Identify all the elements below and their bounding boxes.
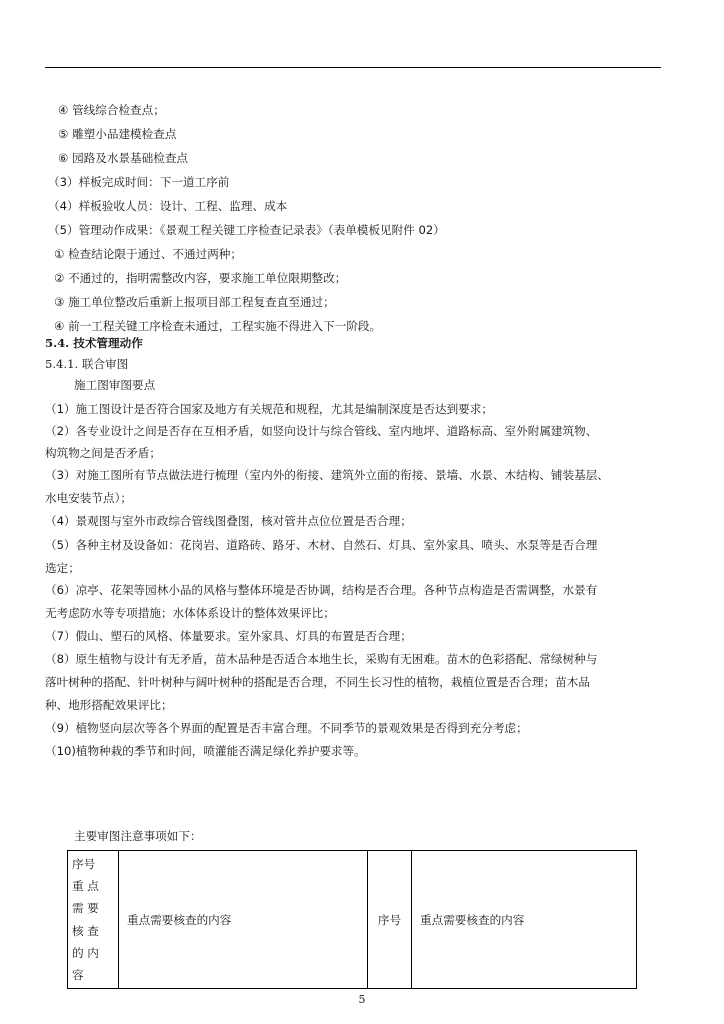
paragraph-line: （6）凉亭、花架等园林小品的风格与整体环境是否协调，结构是否合理。各种节点构造是否需调整，水景有 bbox=[45, 583, 598, 597]
list-item: ④ 管线综合检查点； bbox=[58, 103, 165, 117]
list-item: ① 检查结论限于通过、不通过两种； bbox=[54, 247, 242, 261]
paragraph-line: （5）各种主材及设备如：花岗岩、道路砖、路牙、木材、自然石、灯具、室外家具、喷头、水泵等是否合理 bbox=[45, 538, 598, 552]
paragraph-title: 施工图审图要点 bbox=[74, 378, 156, 392]
list-item: ② 不通过的，指明需整改内容，要求施工单位限期整改； bbox=[54, 271, 347, 285]
table-caption: 主要审图注意事项如下： bbox=[74, 829, 202, 843]
list-item: ③ 施工单位整改后重新上报项目部工程复查直至通过； bbox=[54, 295, 335, 309]
table-header-cell: 重点需要核查的内容 bbox=[412, 851, 637, 989]
list-item: ⑤ 雕塑小品建模检查点 bbox=[58, 127, 177, 141]
paragraph-line: 无考虑防水等专项措施；水体体系设计的整体效果评比； bbox=[45, 606, 335, 620]
list-item: （5）管理动作成果：《景观工程关键工序检查记录表》（表单模板见附件 02） bbox=[48, 223, 445, 237]
paragraph-line: （2）各专业设计之间是否存在互相矛盾，如竖向设计与综合管线、室内地坪、道路标高、室外附属建筑物、 bbox=[45, 424, 598, 438]
section-heading: 5.4. 技术管理动作 bbox=[45, 336, 143, 350]
paragraph-line: （3）对施工图所有节点做法进行梳理（室内外的衔接、建筑外立面的衔接、景墙、水景、木结构、铺装基层、 bbox=[45, 468, 609, 482]
paragraph-line: 落叶树种的搭配、针叶树种与阔叶树种的搭配是否合理，不同生长习性的植物，栽植位置是否合理；苗木品 bbox=[45, 675, 590, 689]
paragraph-line: 种、地形搭配效果评比； bbox=[45, 698, 173, 712]
paragraph-line: 构筑物之间是否矛盾； bbox=[45, 446, 161, 460]
list-item: （4）样板验收人员：设计、工程、监理、成本 bbox=[48, 199, 288, 213]
paragraph-line: （4）景观图与室外市政综合管线图叠图，核对管井点位位置是否合理； bbox=[45, 514, 412, 528]
paragraph-line: 选定； bbox=[45, 561, 80, 575]
paragraph-line: （9）植物竖向层次等各个界面的配置是否丰富合理。不同季节的景观效果是否得到充分考虑； bbox=[45, 721, 528, 735]
review-table bbox=[67, 850, 637, 989]
table-header-cell: 序号 重 点 需 要 核 查 的 内 容 bbox=[68, 851, 119, 989]
header-rule bbox=[45, 67, 661, 68]
table-header-cell: 重点需要核查的内容 bbox=[119, 851, 368, 989]
paragraph-line: （10)植物种栽的季节和时间，喷灌能否满足绿化养护要求等。 bbox=[45, 744, 366, 758]
table-header-cell: 序号 bbox=[368, 851, 412, 989]
list-item: ⑥ 园路及水景基础检查点 bbox=[58, 151, 189, 165]
paragraph-line: 水电安装节点）； bbox=[45, 491, 132, 505]
paragraph-line: （8）原生植物与设计有无矛盾，苗木品种是否适合本地生长，采购有无困难。苗木的色彩搭配、常绿树种与 bbox=[45, 652, 598, 666]
paragraph-line: （7）假山、塑石的风格、体量要求。室外家具、灯具的布置是否合理； bbox=[45, 629, 412, 643]
table-row bbox=[68, 851, 637, 989]
paragraph-line: （1）施工图设计是否符合国家及地方有关规范和规程，尤其是编制深度是否达到要求； bbox=[45, 402, 493, 416]
page-number: 5 bbox=[358, 993, 366, 1006]
subsection-heading: 5.4.1. 联合审图 bbox=[45, 357, 129, 371]
list-item: （3）样板完成时间：下一道工序前 bbox=[48, 175, 230, 189]
list-item: ④ 前一工程关键工序检查未通过，工程实施不得进入下一阶段。 bbox=[54, 319, 382, 333]
